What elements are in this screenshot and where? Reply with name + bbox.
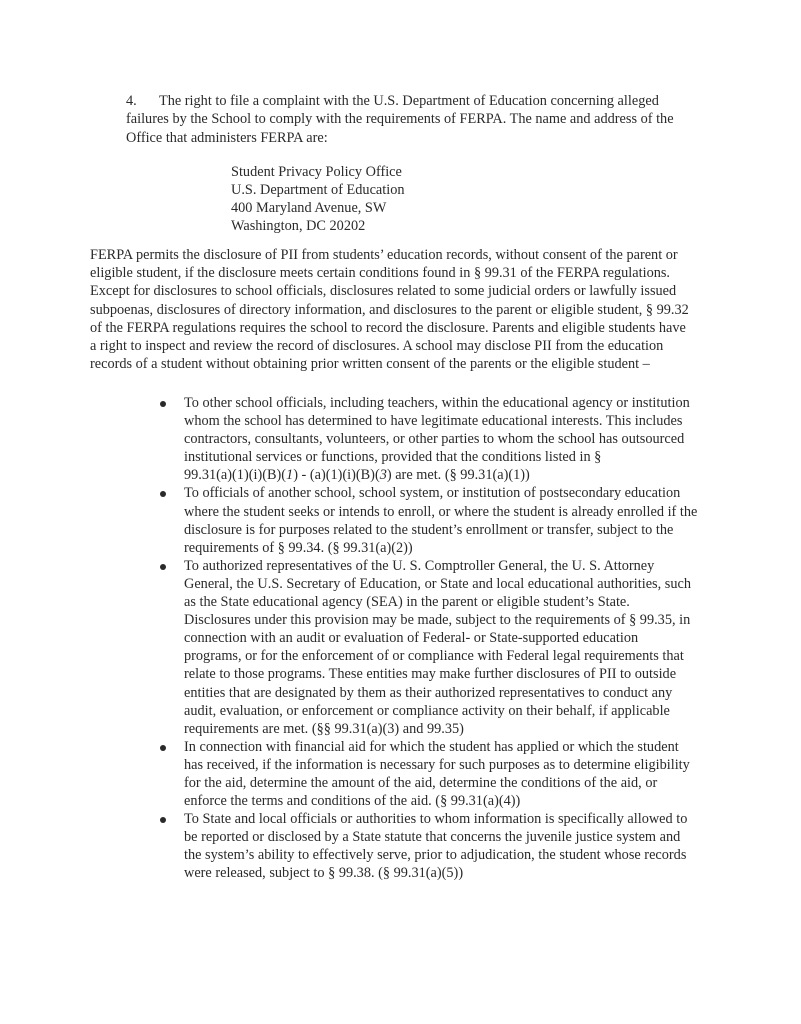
- bullet-icon: [160, 817, 166, 823]
- address-line: Washington, DC 20202: [231, 218, 366, 234]
- paragraph-line: records of a student without obtaining prior written consent of the parents or the eligible student –: [90, 356, 650, 373]
- list-item-line: the system’s ability to effectively serve, prior to adjudication, the student whose records: [184, 847, 687, 864]
- list-item-line: be reported or disclosed by a State statute that concerns the juvenile justice system and: [184, 829, 681, 846]
- item-4-line-1: The right to file a complaint with the U.S. Department of Education concerning alleged: [159, 93, 659, 109]
- paragraph-line: a right to inspect and review the record of disclosures. A school may disclose PII from the education: [90, 338, 664, 355]
- bullet-icon: [160, 564, 166, 570]
- list-item-line: Disclosures under this provision may be made, subject to the requirements of § 99.35, in: [184, 612, 691, 629]
- paragraph-line: of the FERPA regulations requires the school to record the disclosure. Parents and eligible students have: [90, 319, 686, 336]
- bullet-icon: [160, 745, 166, 751]
- paragraph-line: subpoenas, disclosures of directory information, and disclosures to the parent or eligible student, § 99.32: [90, 301, 689, 318]
- bullet-icon: [160, 491, 166, 497]
- list-item-line: [184, 466, 700, 484]
- list-item-line: audit, evaluation, or enforcement or compliance activity on their behalf, if applicable: [184, 702, 670, 719]
- paragraph-line: FERPA permits the disclosure of PII from students’ education records, without consent of the parent or: [90, 247, 678, 263]
- list-item-line: where the student seeks or intends to enroll, or where the student is already enrolled if the: [184, 503, 698, 520]
- list-item-line: were released, subject to § 99.38. (§ 99.31(a)(5)): [184, 865, 464, 882]
- address-line: U.S. Department of Education: [231, 182, 405, 198]
- list-item-line: enforce the terms and conditions of the aid. (§ 99.31(a)(4)): [184, 793, 521, 810]
- citation-italic: 1: [286, 467, 294, 484]
- list-item-line: entities that are designated by them as their authorized representatives to conduct any: [184, 684, 673, 701]
- list-item-line: To authorized representatives of the U. S. Comptroller General, the U. S. Attorney: [184, 557, 655, 574]
- list-item-line: contractors, consultants, volunteers, or other parties to whom the school has outsourced: [184, 431, 685, 448]
- list-item-line: requirements of § 99.34. (§ 99.31(a)(2)): [184, 539, 413, 556]
- address-line: Student Privacy Policy Office: [231, 164, 402, 180]
- ferpa-disclosure-paragraph: [90, 246, 710, 373]
- list-item: [160, 810, 700, 882]
- item-4-complaint-right: [126, 92, 686, 147]
- item-4-line-3: Office that administers FERPA are:: [126, 129, 328, 146]
- bullet-icon: [160, 401, 166, 407]
- list-item-line: relate to those programs. These entities may make further disclosures of PII to outside: [184, 666, 677, 683]
- citation-part: ) - (a)(1)(i)(B)(: [293, 467, 380, 484]
- citation-part: 99.31(a)(1)(i)(B)(: [184, 467, 287, 484]
- list-item-line: General, the U.S. Secretary of Education, or State and local educational authorities, such: [184, 575, 691, 592]
- ferpa-office-address: [231, 163, 405, 235]
- item-4-line-2: failures by the School to comply with the requirements of FERPA. The name and address of the: [126, 111, 674, 128]
- list-item-line: as the State educational agency (SEA) in the parent or eligible student’s State.: [184, 594, 630, 611]
- list-item-line: To State and local officials or authorities to whom information is specifically allowed to: [184, 811, 688, 828]
- list-item-line: disclosure is for purposes related to the student’s enrollment or transfer, subject to the: [184, 521, 674, 538]
- list-item-line: whom the school has determined to have legitimate educational interests. This includes: [184, 413, 683, 430]
- paragraph-line: Except for disclosures to school officials, disclosures related to some judicial orders or lawfully issued: [90, 283, 677, 300]
- paragraph-line: eligible student, if the disclosure meets certain conditions found in § 99.31 of the FERPA regulations.: [90, 265, 671, 282]
- list-item: [160, 394, 700, 484]
- list-item-line: institutional services or functions, provided that the conditions listed in §: [184, 449, 602, 466]
- list-item-line: To officials of another school, school system, or institution of postsecondary education: [184, 485, 681, 502]
- citation-italic: 3: [379, 467, 387, 484]
- list-item-line: In connection with financial aid for which the student has applied or which the student: [184, 738, 679, 755]
- list-item-line: programs, or for the enforcement of or compliance with Federal legal requirements that: [184, 648, 684, 665]
- list-item-line: has received, if the information is necessary for such purposes as to determine eligibility: [184, 756, 690, 773]
- disclosure-conditions-list: [160, 394, 700, 883]
- address-line: 400 Maryland Avenue, SW: [231, 200, 387, 216]
- list-item-line: for the aid, determine the amount of the aid, determine the conditions of the aid, or: [184, 774, 658, 791]
- list-item: [160, 557, 700, 738]
- list-item: [160, 738, 700, 810]
- citation-part: ) are met. (§ 99.31(a)(1)): [386, 467, 530, 484]
- list-item-line: requirements are met. (§§ 99.31(a)(3) and 99.35): [184, 720, 464, 737]
- list-item-line: connection with an audit or evaluation of Federal- or State-supported education: [184, 630, 639, 647]
- item-number: 4.: [126, 93, 137, 109]
- list-item: [160, 484, 700, 556]
- list-item-line: To other school officials, including teachers, within the educational agency or institution: [184, 395, 690, 411]
